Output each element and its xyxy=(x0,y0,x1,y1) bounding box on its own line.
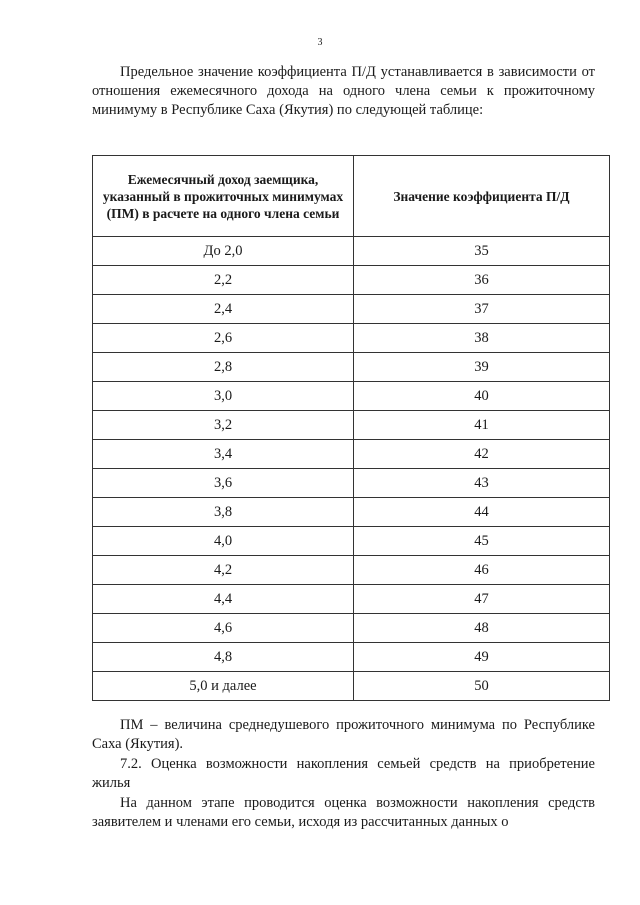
coefficient-cell: 43 xyxy=(354,469,610,498)
coefficient-cell: 36 xyxy=(354,266,610,295)
income-cell: 3,6 xyxy=(93,469,354,498)
table-row xyxy=(93,469,610,498)
table-row xyxy=(93,353,610,382)
income-cell: 3,0 xyxy=(93,382,354,411)
table-row xyxy=(93,527,610,556)
page-number: 3 xyxy=(317,37,323,48)
table-row xyxy=(93,440,610,469)
table-row xyxy=(93,295,610,324)
table-row xyxy=(93,498,610,527)
income-cell: 3,2 xyxy=(93,411,354,440)
income-cell: 4,0 xyxy=(93,527,354,556)
coefficient-cell: 50 xyxy=(354,672,610,701)
coefficient-cell: 40 xyxy=(354,382,610,411)
coefficient-cell: 48 xyxy=(354,614,610,643)
coefficient-cell: 42 xyxy=(354,440,610,469)
table-row xyxy=(93,643,610,672)
table-header-row xyxy=(93,156,610,237)
income-column-header: Ежемесячный доход заемщика, указанный в прожиточных минимумах (ПМ) в расчете на одного члена семьи xyxy=(93,156,354,237)
table-row xyxy=(93,382,610,411)
income-cell: 2,2 xyxy=(93,266,354,295)
income-cell: 2,6 xyxy=(93,324,354,353)
income-cell: До 2,0 xyxy=(93,237,354,266)
pm-note-paragraph: ПМ – величина среднедушевого прожиточного минимума по Республике Саха (Якутия). xyxy=(92,717,595,752)
coefficient-cell: 35 xyxy=(354,237,610,266)
income-cell: 4,4 xyxy=(93,585,354,614)
income-cell: 4,8 xyxy=(93,643,354,672)
income-cell: 3,4 xyxy=(93,440,354,469)
coefficient-cell: 38 xyxy=(354,324,610,353)
income-cell: 3,8 xyxy=(93,498,354,527)
table-row xyxy=(93,266,610,295)
coefficient-cell: 49 xyxy=(354,643,610,672)
table-row xyxy=(93,585,610,614)
coefficient-cell: 37 xyxy=(354,295,610,324)
coefficient-cell: 44 xyxy=(354,498,610,527)
income-cell: 5,0 и далее xyxy=(93,672,354,701)
coefficient-column-header: Значение коэффициента П/Д xyxy=(354,156,610,237)
coefficient-cell: 39 xyxy=(354,353,610,382)
stage-paragraph: На данном этапе проводится оценка возможности накопления средств заявителем и членами его семьи, исходя из рассчитанных данных о xyxy=(92,795,595,830)
table-row xyxy=(93,556,610,585)
coefficient-cell: 47 xyxy=(354,585,610,614)
income-cell: 4,2 xyxy=(93,556,354,585)
table-row xyxy=(93,672,610,701)
table-body xyxy=(93,237,610,701)
table-row xyxy=(93,411,610,440)
coefficient-cell: 46 xyxy=(354,556,610,585)
income-cell: 2,8 xyxy=(93,353,354,382)
coefficient-table xyxy=(92,155,610,701)
coefficient-cell: 45 xyxy=(354,527,610,556)
table-row xyxy=(93,237,610,266)
table-row xyxy=(93,324,610,353)
table-row xyxy=(93,614,610,643)
coefficient-cell: 41 xyxy=(354,411,610,440)
income-cell: 2,4 xyxy=(93,295,354,324)
income-cell: 4,6 xyxy=(93,614,354,643)
intro-paragraph: Предельное значение коэффициента П/Д устанавливается в зависимости от отношения ежемесячного дохода на одного члена семьи к прожиточному минимуму в Республике Саха (Якутия) по следующей таблице: xyxy=(92,64,595,118)
section-heading: 7.2. Оценка возможности накопления семьей средств на приобретение жилья xyxy=(92,756,595,791)
